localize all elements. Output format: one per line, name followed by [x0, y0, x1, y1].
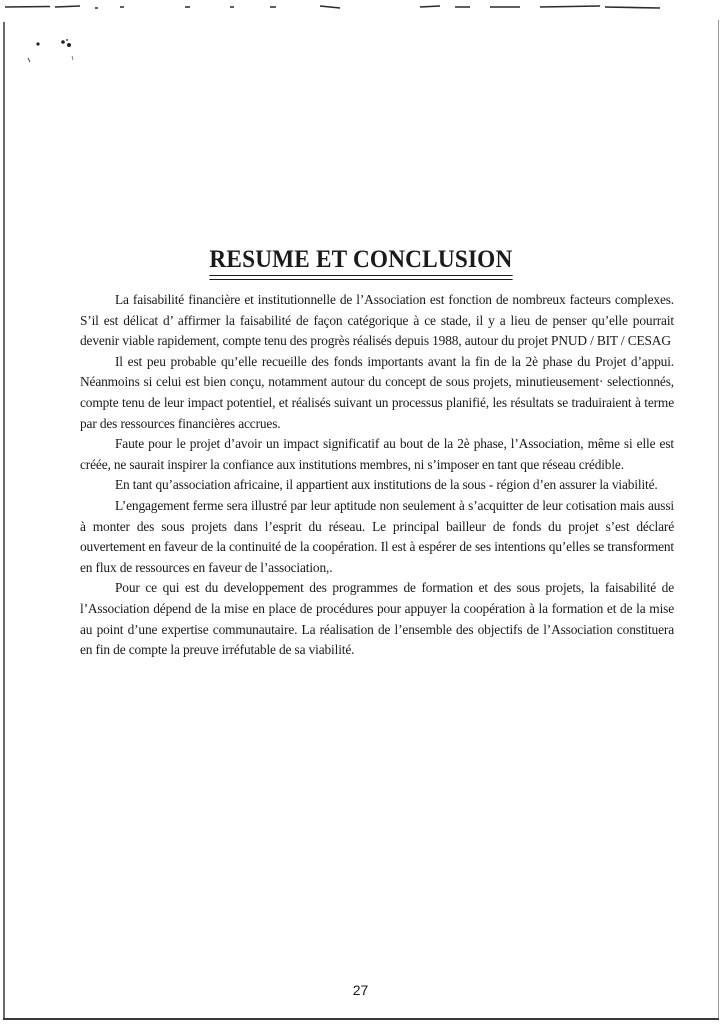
paragraph: La faisabilité financière et institutionnelle de l’Association est fonction de nombreux facteurs complexes. S’il est délicat d’ affirmer la faisabilité de façon catégorique à ce stade, il y a lieu de penser qu’elle pourrait devenir viable rapidement, compte tenu des progrès réalisés depuis 1988, autour du projet PNUD / BIT / CESAG	[80, 292, 674, 349]
document-body	[80, 290, 674, 661]
title-block	[0, 246, 721, 276]
paragraph: Pour ce qui est du developpement des programmes de formation et des sous projets, la faisabilité de l’Association dépend de la mise en place de procédures pour appuyer la coopération à la formation et de la mise au point d’une expertise communautaire. La réalisation de l’ensemble des objectifs de l’Association constituera en fin de compte la preuve irréfutable de sa viabilité.	[80, 580, 674, 658]
scan-edge-top	[0, 5, 721, 9]
page-number: 27	[352, 982, 369, 998]
scan-edge-right	[718, 20, 719, 1018]
scan-edge-bottom	[3, 1018, 719, 1020]
paragraph: Il est peu probable qu’elle recueille des fonds importants avant la fin de la 2è phase du Projet d’appui. Néanmoins si celui est bien conçu, notamment autour du concept de sous projets, minutieusement· selectionnés, compte tenu de leur impact potentiel, et réalisés suivant un processus planifié, les résultats se traduiraient à terme par des ressources financières accrues.	[80, 353, 674, 431]
paragraph: Faute pour le projet d’avoir un impact significatif au bout de la 2è phase, l’Association, même si elle est créée, ne saurait inspirer la confiance aux institutions membres, ni s’imposer en tant que réseau crédible.	[80, 436, 674, 472]
scan-specks	[20, 28, 90, 78]
paragraph: L’engagement ferme sera illustré par leur aptitude non seulement à s’acquitter de leur cotisation mais aussi à monter des sous projets dans l’esprit du réseau. Le principal bailleur de fonds du projet s’est déclaré ouvertement en faveur de la continuité de la coopération. Il est à espérer de ses intentions qu’elles se transforment en flux de ressources en faveur de l’association,.	[80, 497, 674, 575]
page-title: RESUME ET CONCLUSION	[209, 246, 512, 276]
scan-edge-left	[3, 22, 5, 1018]
paragraph: En tant qu’association africaine, il appartient aux institutions de la sous - région d’en assurer la viabilité.	[115, 477, 658, 493]
